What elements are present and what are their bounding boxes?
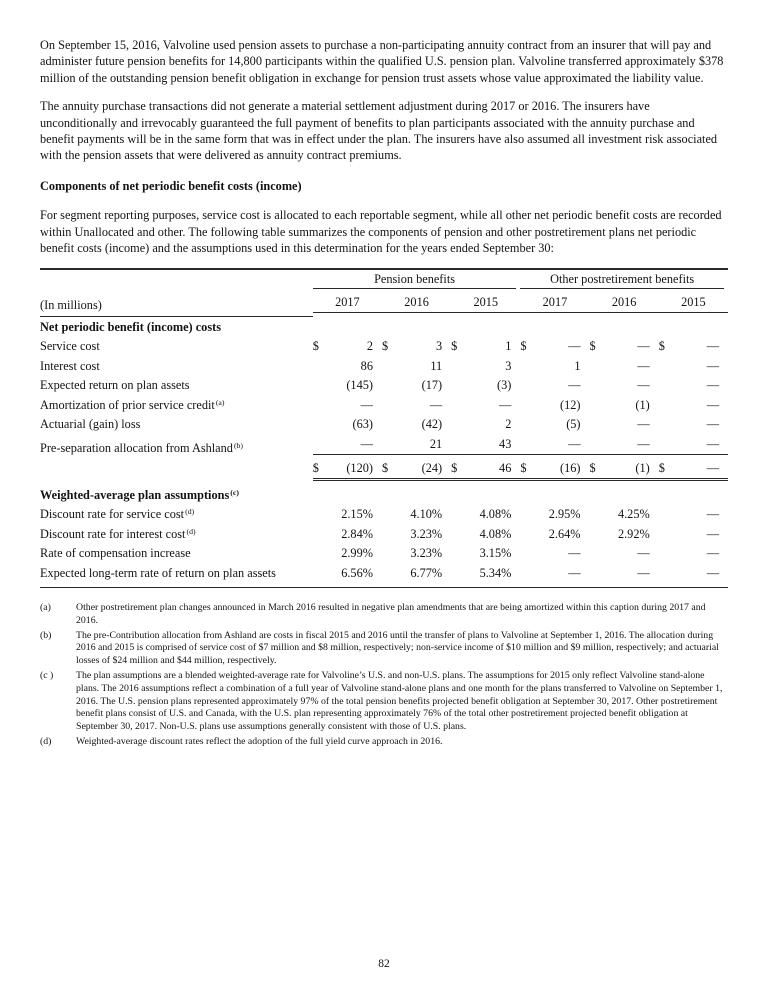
- currency-symbol: $: [658, 339, 665, 354]
- table-year-header-row: [40, 293, 728, 317]
- cell-value: (17): [421, 378, 443, 393]
- cell-value: 3: [436, 339, 443, 354]
- group-header-spacer: [40, 269, 313, 293]
- table-row-amortization-prior-service-credit: [40, 396, 728, 416]
- cell-value: —: [499, 397, 512, 412]
- cell-value: —: [429, 397, 443, 412]
- cell-value: —: [706, 417, 719, 432]
- section-label-net-periodic: Net periodic benefit (income) costs: [40, 319, 221, 334]
- cell-value: —: [637, 565, 650, 580]
- total-value: (16): [560, 461, 581, 476]
- total-value: (1): [635, 461, 650, 476]
- cell-value: —: [637, 339, 650, 354]
- cell-value: (5): [566, 417, 581, 432]
- cell-value: 2.95%: [548, 507, 581, 522]
- footnote-c: [40, 670, 728, 734]
- cell-value: —: [706, 339, 719, 354]
- paragraph-segment-reporting: For segment reporting purposes, service cost is allocated to each reportable segment, while all other net periodic benefit costs are recorded within Unallocated and other. The following table summarizes the components of pension and other postretirement plans net periodic benefit costs (income) and the assumptions used in this determination for the years ended September 30:: [40, 208, 722, 256]
- cell-value: —: [637, 546, 650, 561]
- cell-value: (12): [560, 397, 581, 412]
- cell-value: 4.10%: [410, 507, 443, 522]
- cell-value: (3): [497, 378, 512, 393]
- currency-symbol: $: [520, 461, 527, 476]
- cell-value: —: [568, 546, 581, 561]
- page-number: 82: [378, 957, 390, 970]
- row-label: Discount rate for service cost: [40, 507, 185, 522]
- year-header-pension-2016: 2016: [382, 296, 451, 313]
- cell-value: (145): [346, 378, 373, 393]
- footnote-marker: (b): [40, 629, 52, 641]
- cell-value: 4.25%: [617, 507, 650, 522]
- cell-value: 5.34%: [479, 565, 512, 580]
- year-header-pension-2015: 2015: [451, 296, 520, 313]
- row-label: Rate of compensation increase: [40, 546, 191, 561]
- currency-symbol: $: [381, 461, 389, 476]
- currency-symbol: $: [589, 461, 596, 476]
- cell-value: —: [706, 397, 719, 412]
- year-header-pension-2017: 2017: [313, 296, 382, 313]
- cell-value: 2.84%: [341, 526, 373, 541]
- cell-value: 4.08%: [479, 507, 512, 522]
- cell-value: 3.23%: [410, 546, 443, 561]
- cell-value: 1: [574, 358, 581, 373]
- cell-value: 2.15%: [341, 507, 373, 522]
- cell-value: 1: [505, 339, 512, 354]
- cell-value: 2.92%: [617, 526, 650, 541]
- footnote-marker: (a): [40, 601, 51, 613]
- cell-value: 2: [505, 417, 512, 432]
- footnote-b: [40, 630, 728, 668]
- footnote-ref-b: (b): [233, 440, 244, 450]
- cell-value: —: [706, 565, 719, 580]
- currency-symbol: $: [658, 461, 665, 476]
- table-row-long-term-return: [40, 564, 728, 588]
- footnote-ref-d: (d): [185, 507, 195, 517]
- cell-value: 21: [429, 436, 443, 451]
- in-millions-label: (In millions): [40, 293, 313, 317]
- table-row-total-net-periodic: [40, 458, 728, 485]
- cell-value: —: [706, 526, 719, 541]
- cell-value: —: [568, 339, 581, 354]
- currency-symbol: $: [451, 461, 458, 476]
- row-label: Actuarial (gain) loss: [40, 417, 141, 432]
- cell-value: —: [360, 436, 373, 451]
- currency-symbol: $: [520, 339, 527, 354]
- footnote-marker: (c ): [40, 669, 54, 681]
- cell-value: —: [706, 436, 719, 451]
- cell-value: —: [706, 378, 719, 393]
- paragraph-annuity-purchase: On September 15, 2016, Valvoline used pension assets to purchase a non-participating annuity contract from an insurer that will pay and administer future pension benefits for 14,800 participants within the qualified U.S. pension plan. Valvoline transferred approximately $378 million of the outstanding pension benefit obligation in exchange for pension trust assets whose value approximated the liability value.: [40, 38, 724, 85]
- currency-symbol: $: [451, 339, 458, 354]
- cell-value: (42): [421, 417, 443, 432]
- row-label: Expected long-term rate of return on plan assets: [40, 565, 276, 580]
- section-heading: Components of net periodic benefit costs (income): [40, 178, 302, 193]
- currency-symbol: $: [312, 339, 319, 354]
- cell-value: 3.15%: [479, 546, 512, 561]
- footnote-text: Other postretirement plan changes announced in March 2016 resulted in negative plan amendments that are being amortized within this caption during 2017 and 2016.: [76, 601, 706, 626]
- currency-symbol: $: [589, 339, 596, 354]
- row-label: Expected return on plan assets: [40, 378, 190, 393]
- cell-value: 11: [430, 358, 443, 373]
- table-row-expected-return: [40, 376, 728, 396]
- cell-value: —: [637, 378, 650, 393]
- footnotes-section: [40, 602, 728, 749]
- currency-symbol: $: [312, 461, 319, 476]
- column-group-other-postretirement-benefits: Other postretirement benefits: [520, 273, 724, 289]
- row-label: Pre-separation allocation from Ashland: [40, 440, 233, 455]
- footnote-marker: (d): [40, 735, 52, 747]
- cell-value: (63): [352, 417, 373, 432]
- section-row-net-periodic: [40, 316, 728, 337]
- benefit-costs-table: [40, 268, 728, 588]
- year-header-opeb-2015: 2015: [659, 296, 728, 313]
- year-header-opeb-2016: 2016: [590, 296, 659, 313]
- total-value: 46: [499, 461, 512, 476]
- cell-value: —: [360, 397, 373, 412]
- cell-value: 4.08%: [479, 526, 512, 541]
- year-header-opeb-2017: 2017: [520, 296, 589, 313]
- table-group-header-row: [40, 269, 728, 293]
- table-row-discount-rate-service: [40, 505, 728, 525]
- total-value: —: [706, 461, 719, 476]
- cell-value: 3: [505, 358, 512, 373]
- cell-value: 43: [499, 436, 512, 451]
- total-row-spacer: [40, 458, 313, 485]
- cell-value: —: [706, 546, 719, 561]
- footnote-ref-a: (a): [215, 397, 225, 407]
- row-label: Service cost: [40, 339, 100, 354]
- cell-value: 3.23%: [410, 526, 443, 541]
- paragraph-settlement-adjustment: The annuity purchase transactions did not generate a material settlement adjustment during 2017 or 2016. The insurers have unconditionally and irrevocably guaranteed the full payment of benefits to plan participants associated with the annuity purchase and benefit payments will be in the same form that was in effect under the plan. The insurers have also assumed all investment risk associated with the pension assets that were delivered as annuity contract premiums.: [40, 99, 718, 163]
- table-row-discount-rate-interest: [40, 525, 728, 545]
- cell-value: —: [637, 417, 650, 432]
- total-value: (120): [346, 461, 373, 476]
- footnote-ref-d: (d): [186, 526, 196, 536]
- cell-value: (1): [635, 397, 650, 412]
- cell-value: —: [568, 436, 581, 451]
- cell-value: —: [706, 507, 719, 522]
- cell-value: —: [637, 436, 650, 451]
- cell-value: 86: [360, 358, 373, 373]
- section-row-assumptions: [40, 485, 728, 506]
- cell-value: —: [568, 378, 581, 393]
- footnote-d: [40, 736, 728, 749]
- section-label-assumptions: Weighted-average plan assumptions: [40, 487, 230, 502]
- cell-value: 2.64%: [548, 526, 581, 541]
- currency-symbol: $: [381, 339, 389, 354]
- footnote-text: Weighted-average discount rates reflect the adoption of the full yield curve approach in 2016.: [76, 735, 443, 747]
- footnote-a: [40, 602, 728, 628]
- footnote-ref-c: (c): [230, 487, 239, 497]
- table-row-pre-separation-allocation: [40, 435, 728, 459]
- table-row-service-cost: [40, 337, 728, 357]
- total-value: (24): [421, 461, 443, 476]
- cell-value: —: [706, 358, 719, 373]
- cell-value: —: [568, 565, 581, 580]
- cell-value: 6.77%: [410, 565, 443, 580]
- footnote-text: The plan assumptions are a blended weighted-average rate for Valvoline’s U.S. and non-U.S. plans. The assumptions for 2015 only reflect Valvoline stand-alone plans. The 2016 assumptions reflect a combination of a full year of Valvoline stand-alone plans and one month for the plans transferred to Valvoline on September 1, 2016. The U.S. pension plans represented approximately 97% of the total pension benefits projected benefit obligation at September 30, 2017. Other postretirement benefit plans consist of U.S. and Canada, with the U.S. plan representing approximately 76% of the total other postretirement projected benefit obligation at September 30, 2017. Non-U.S. plans use assumptions generally consistent with those of U.S. plans.: [76, 669, 723, 733]
- table-row-actuarial-gain-loss: [40, 415, 728, 435]
- cell-value: 2: [366, 339, 373, 354]
- row-label: Discount rate for interest cost: [40, 526, 186, 541]
- cell-value: 2.99%: [341, 546, 373, 561]
- column-group-pension-benefits: Pension benefits: [313, 273, 517, 289]
- cell-value: 6.56%: [341, 565, 373, 580]
- table-row-interest-cost: [40, 357, 728, 377]
- footnote-text: The pre-Contribution allocation from Ashland are costs in fiscal 2015 and 2016 until the transfer of plans to Valvoline at September 1, 2016. The allocation during 2016 and 2015 is comprised of service cost of $7 million and $8 million, respectively; non-service income of $10 million and $9 million, respectively; and actuarial losses of $24 million and $44 million, respectively.: [76, 629, 719, 667]
- row-label: Interest cost: [40, 358, 100, 373]
- table-row-compensation-increase: [40, 544, 728, 564]
- row-label: Amortization of prior service credit: [40, 397, 215, 412]
- cell-value: —: [637, 358, 650, 373]
